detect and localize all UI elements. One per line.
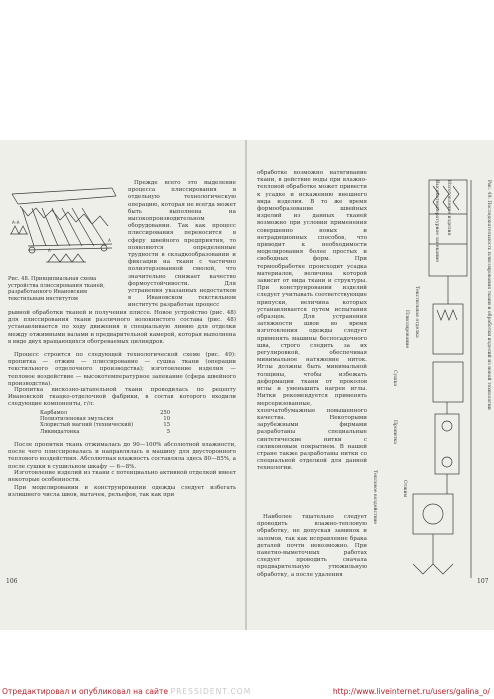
diagram-label: Высокотемпературное запекание: [434, 180, 439, 262]
paragraph-4: После пропитки ткань отжималась до 90—100% абсолютной влажности, после чего плиссировалась и направлялась в машину для двусторонного теплового воздействия. Абсолютная влажность составляла здесь 80—85%, а после сушки в сушильном шкафу — 6—8%.: [8, 442, 236, 470]
recipe-row: Карбамол 250: [40, 410, 170, 416]
svg-text:А: А: [48, 248, 51, 253]
paragraph-1: рывной обработки тканей и получения плиссе. Новое устройство (рис. 48) для плиссирования ткани различного волокнистого состава (рис. 48) устанавливается по ходу движения в специальную линию для отделки между отжимными валами и предварительной камерой, которая выполнена в виде двух вращающихся обогреваемых цилиндров.: [8, 310, 236, 345]
left-page: [0, 140, 246, 630]
diagram-label: Изготовление изделия: [446, 180, 451, 236]
right-column-text: обработке возможно натягивание ткани, в действие воды при влажно-тепловой обработке может привести к усадке и искажению внешнего вида изделия. В то же время формообразование швейных изделий из данных тканей возможно при условии применения совершенно новых и нетрадиционных способов, что приводит к необходимости моделирования более простых и свободных форм. При термообработке происходит усадка материалов, величина которой зависит от вида ткани и структуры. При конструировании изделий следует учитывать соответствующие припуски, величина которых устанавливается путем испытания образцов. Для устранения затяжности швов во время изготовления одежды следует применять машины беспосадочного шва, строго следить за их регулировкой, обеспечивая минимальное натяжение ниток. Иглы должны быть минимальной толщины, чтобы избежать деформации ткани от проколов иглы и уменьшить нагрев иглы. Нитки рекомендуется применять мерсеризованные, хлопчатобумажные повышенного качества. Некоторыми зарубежными фирмами разработаны специальные синтетические нитки с силиконовым покрытием. В нашей стране также разработаны нитки со специальной отделкой для данной технологии.: [257, 170, 367, 472]
footer-left: [2, 687, 251, 696]
diagram-label: Пропитка: [392, 420, 397, 444]
svg-text:А: А: [108, 238, 111, 243]
svg-text:А–А: А–А: [12, 220, 20, 225]
footer-site-mark: PRESSIDENT.COM: [170, 687, 252, 696]
page-number-right: 107: [477, 578, 489, 585]
diagram-label: Тепловое воздействие: [372, 470, 377, 525]
footer-url[interactable]: http://www.liveinternet.ru/users/galina_o/: [332, 687, 490, 696]
right-column-text-end: Наиболее тщательно следует проводить влажно-тепловую обработку, не допуская заминок и заломов, так как исправление брака деталей почти невозможно. При пакетно-выметочных работах следует проводить сначала предварительную утюжильную обработку, а после удаления: [257, 514, 367, 578]
watermark-footer: [0, 687, 494, 699]
left-column-text: Прежде всего это выделение процесса плиссирования в отдельную технологическую операцию, которая не всегда может быть выполнена на высокопроизводительном оборудовании. Так как процесс плиссирования переносится в сферу швейного предприятия, то появляются определенные трудности в складкообразовании и фиксации на ткани с частично полиэтерзованной смолой, что значительно снижает качество формоустойчивости. Для устранения указанных недостатков в Ивановском текстильном институте разработан процесс: [128, 180, 236, 309]
diagram-label: Сушка: [392, 370, 397, 387]
paragraph-2: Процесс строится по следующей технологической схеме (рис. 49): пропитка — отжим — плиссирование — сушка ткани (операции текстильного отделочного производства); изготовление изделия — тепловое воздействие — высокотемпературное запекание (сфера швейного производства).: [8, 352, 236, 387]
diagram-label: Плиссирование: [404, 310, 409, 349]
recipe-row: Ликвидатонка 5: [40, 428, 170, 435]
figure-48-caption: Рис. 48. Принципиальная схема устройства плиссирования тканей, разработанного Ивановским текстильным институтом: [8, 276, 105, 302]
recipe-list: [40, 410, 170, 435]
recipe-row: Полиэтиленовая эмульсия 10: [40, 416, 170, 423]
diagram-label: Отжим: [402, 480, 407, 498]
paragraph-5: Изготовление изделий из ткани с потенциально активной отделкой имеет некоторые особенности.: [8, 470, 236, 484]
book-spread: [0, 140, 494, 630]
footer-credit-text: Отредактировал и опубликовал на сайте: [2, 687, 169, 696]
figure-48-illustration: [8, 186, 120, 276]
paragraph-3: Пропитка вискозно-штапельной ткани проводилась по рецепту Ивановской ткацко-отделочной фабрики, в состав которого входили следующие компоненты, г/л:: [8, 387, 236, 408]
paragraph-6: При моделировании и конструировании одежды следует избегать излишнего числа швов, вытачек, рельефов, так как при: [8, 485, 236, 499]
diagram-label: Текстильная отделка: [414, 286, 419, 338]
figure-49-diagram: [373, 174, 485, 594]
right-page: [247, 140, 494, 630]
recipe-row: Хлористый магний (технический) 15: [40, 422, 170, 429]
page-number-left: 106: [6, 578, 18, 585]
figure-49-caption: Рис. 49. Последовательность плиссирования ткани и обработки изделий из новой технологии: [486, 180, 491, 410]
